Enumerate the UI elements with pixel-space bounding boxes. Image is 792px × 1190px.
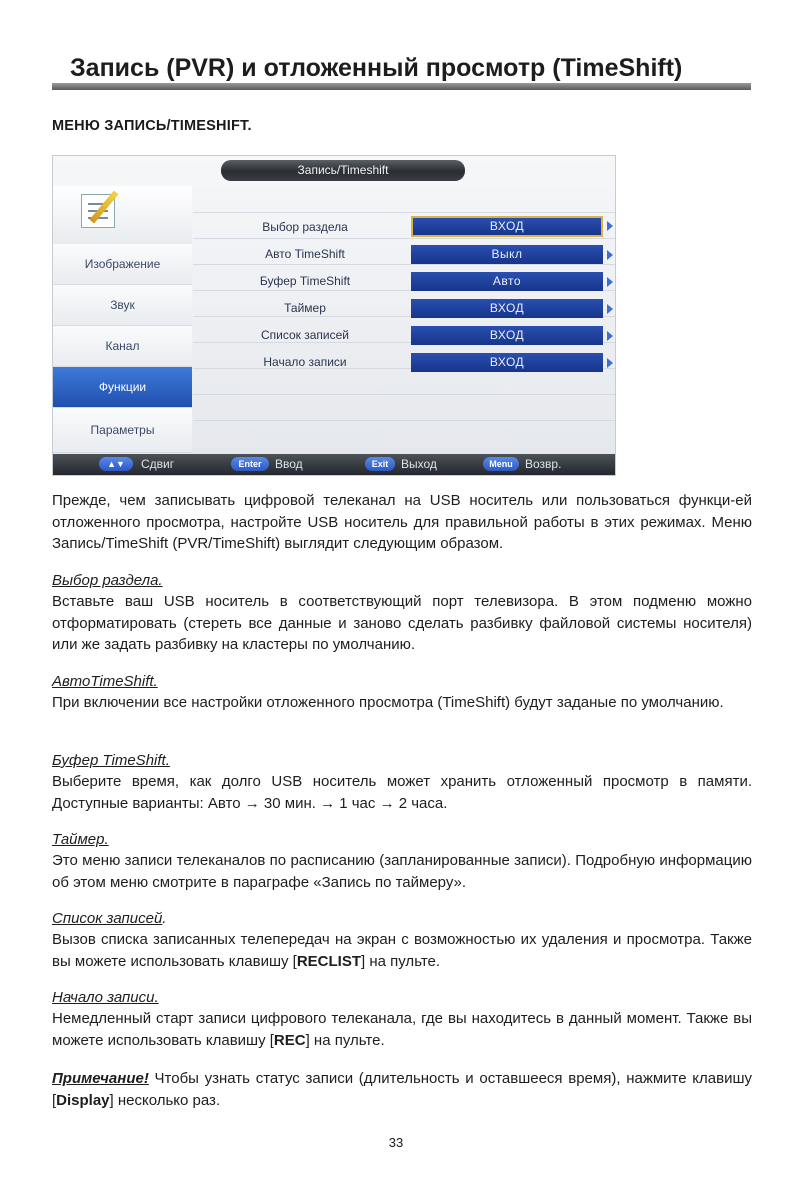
sidebar-item-image[interactable]: Изображение	[53, 244, 192, 285]
option-label-partition: Выбор раздела	[262, 220, 348, 234]
section-heading-timer: Таймер.	[52, 831, 109, 848]
section-text-partition: Вставьте ваш USB носитель в соответствующий порт телевизора. В этом подменю можно отформатировать (стереть все данные и заново сделать разбивку файловой системы носителя) или же задать разбивку на кластеры по умолчанию.	[52, 593, 752, 653]
exit-key-icon: Exit	[365, 457, 395, 471]
tv-menu-logo	[53, 186, 192, 245]
tv-menu-sidebar	[53, 186, 192, 452]
option-value-start-recording[interactable]: ВХОД	[411, 353, 603, 372]
section-text-record-list: Вызов списка записанных телепередач на экран с возможностью их удаления и просмотра. Также вы можете использовать клавишу [RECLIST] на пульте.	[52, 931, 752, 970]
arrow-right-icon	[607, 331, 613, 341]
display-key-label: Display	[56, 1091, 110, 1109]
rec-key-label: REC	[273, 1031, 306, 1049]
option-value-timeshift-buffer[interactable]: Авто	[411, 272, 603, 291]
note-label: Примечание!	[52, 1070, 149, 1087]
option-value-auto-timeshift[interactable]: Выкл	[411, 245, 603, 264]
section-text-timeshift-buffer: Выберите время, как долго USB носитель может хранить отложенный просмотр в памяти. Доступные варианты: Авто → 30 мин. → 1 час → 2 часа.	[52, 773, 752, 812]
section-heading-timeshift-buffer: Буфер TimeShift.	[52, 752, 170, 769]
tv-menu-options	[193, 186, 615, 452]
updown-key-icon: ▲▼	[99, 457, 133, 471]
tv-menu-screenshot	[52, 155, 616, 476]
option-label-timeshift-buffer: Буфер TimeShift	[259, 274, 351, 288]
section-text-auto-timeshift: При включении все настройки отложенного просмотра (TimeShift) будут заданые по умолчанию.	[52, 694, 724, 711]
note-paragraph: Примечание! Чтобы узнать статус записи (длительность и оставшееся время), нажмите клавишу [Display] несколько раз.	[52, 1070, 752, 1109]
footer-label-back: Возвр.	[525, 457, 562, 471]
section-heading-partition: Выбор раздела.	[52, 572, 163, 589]
sidebar-item-functions[interactable]: Функции	[53, 367, 192, 408]
footer-label-exit: Выход	[401, 457, 437, 471]
section-subtitle: МЕНЮ ЗАПИСЬ/TIMESHIFT.	[52, 118, 252, 134]
option-value-partition[interactable]: ВХОД	[411, 216, 603, 237]
tv-menu-footer	[53, 454, 615, 475]
arrow-right-icon	[607, 250, 613, 260]
arrow-right-icon	[607, 304, 613, 314]
sidebar-item-channel[interactable]: Канал	[53, 326, 192, 367]
section-heading-start-recording: Начало записи.	[52, 989, 159, 1006]
sidebar-item-sound[interactable]: Звук	[53, 285, 192, 326]
option-label-timer: Таймер	[284, 301, 326, 315]
page-number: 33	[388, 1135, 404, 1150]
section-text-start-recording: Немедленный старт записи цифрового телеканала, где вы находитесь в данный момент. Также вы можете использовать клавишу [REC] на пульте.	[52, 1010, 752, 1049]
option-label-start-recording: Начало записи	[263, 355, 347, 369]
footer-label-move: Сдвиг	[141, 457, 175, 471]
section-text-timer: Это меню записи телеканалов по расписанию (запланированные записи). Подробную информацию об этом меню смотрите в параграфе «Запись по таймеру».	[52, 852, 752, 891]
intro-paragraph: Прежде, чем записывать цифровой телеканал на USB носитель или пользоваться функци-ей отложенного просмотра, настройте USB носитель для правильной работы в этих режимах. Меню Запись/TimeShift (PVR/TimeShift) выглядит следующим образом.	[52, 492, 752, 552]
section-heading-record-list: Список записей.	[52, 910, 167, 927]
menu-key-icon: Menu	[483, 457, 519, 471]
reclist-key-label: RECLIST	[296, 952, 362, 970]
enter-key-icon: Enter	[231, 457, 269, 471]
option-value-record-list[interactable]: ВХОД	[411, 326, 603, 345]
page-title: Запись (PVR) и отложенный просмотр (TimeShift)	[70, 54, 683, 82]
footer-label-enter: Ввод	[275, 457, 303, 471]
option-label-record-list: Список записей	[260, 328, 349, 342]
title-rule	[52, 83, 751, 90]
tv-menu-header: Запись/Timeshift	[221, 160, 465, 181]
arrow-right-icon	[607, 221, 613, 231]
arrow-right-icon	[607, 358, 613, 368]
sidebar-item-parameters[interactable]: Параметры	[53, 408, 192, 453]
section-heading-auto-timeshift: АвтоTimeShift.	[52, 673, 158, 690]
arrow-right-icon	[607, 277, 613, 287]
option-value-timer[interactable]: ВХОД	[411, 299, 603, 318]
option-label-auto-timeshift: Авто TimeShift	[265, 247, 345, 261]
